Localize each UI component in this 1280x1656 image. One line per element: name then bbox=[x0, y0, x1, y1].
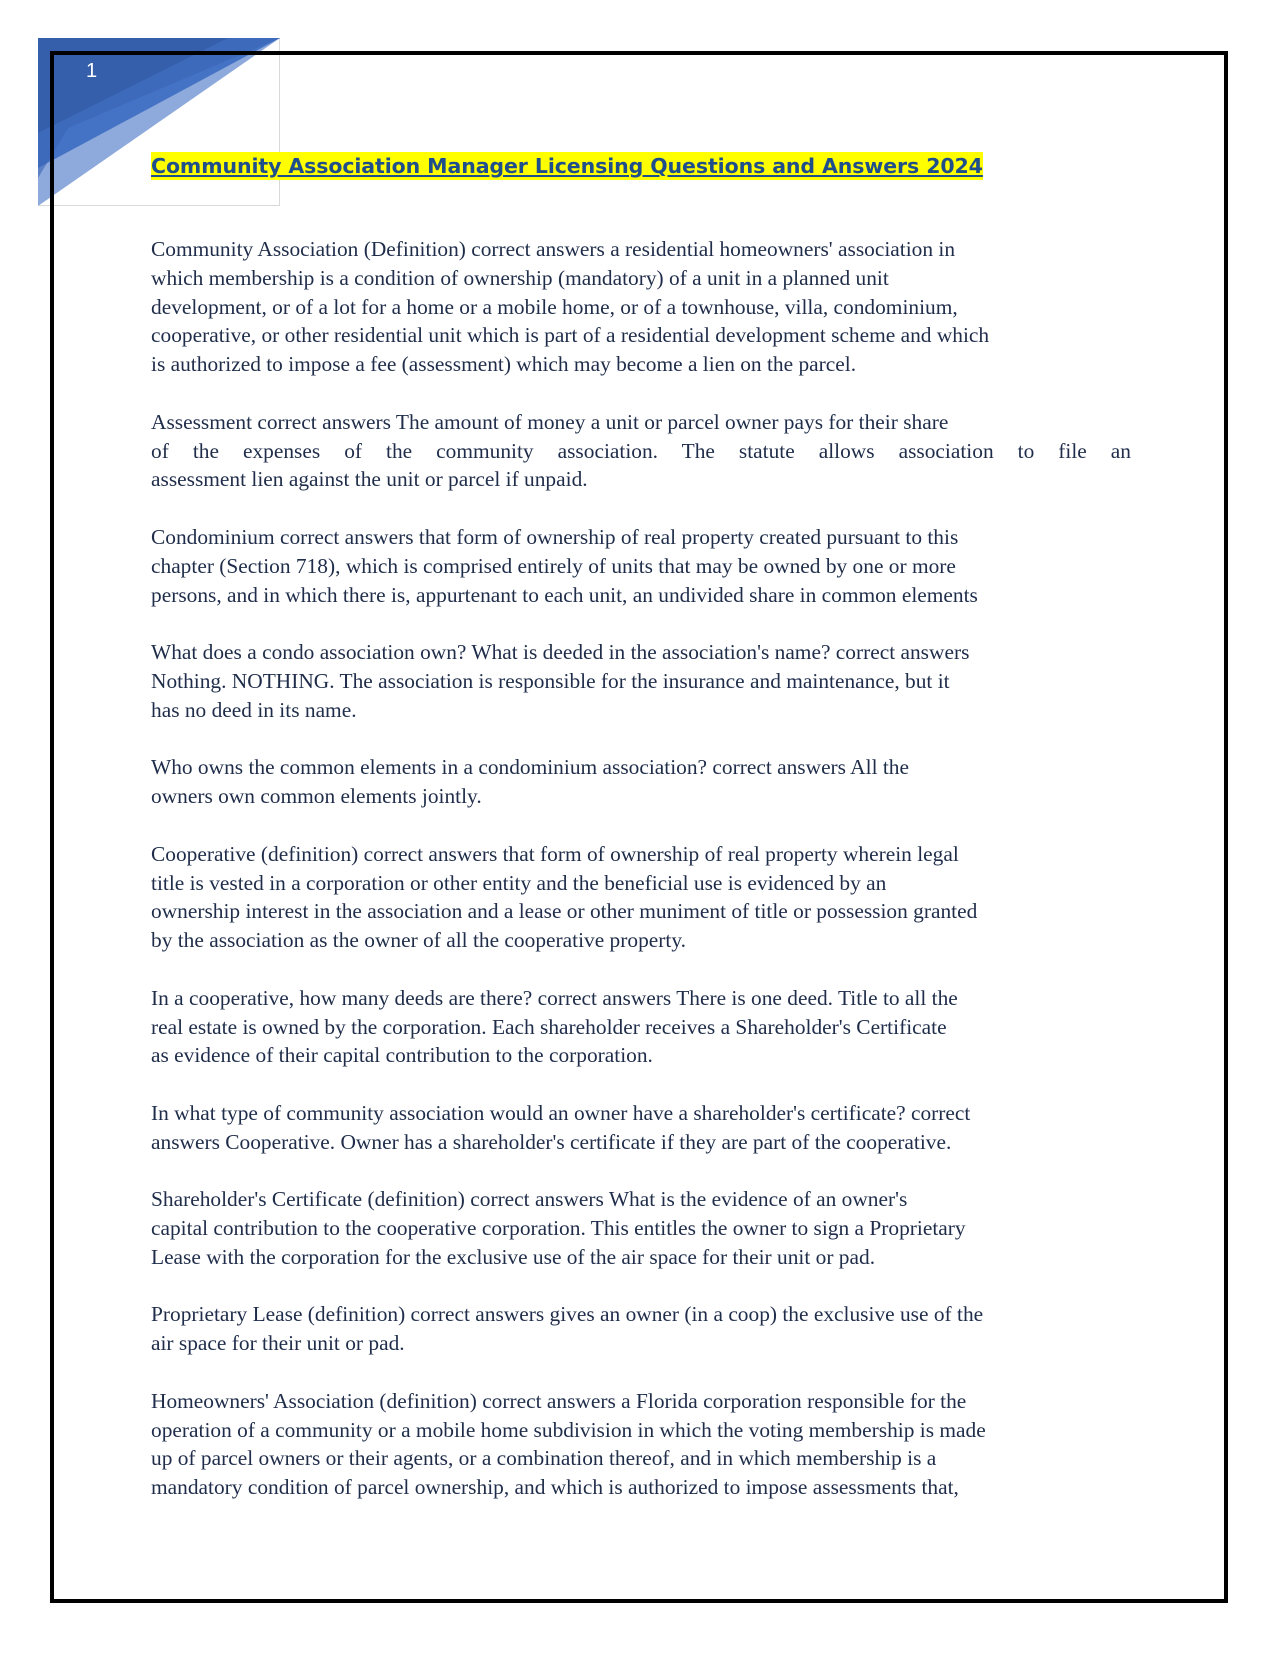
text-line: real estate is owned by the corporation. Each shareholder receives a Shareholder's Certificate bbox=[151, 1014, 947, 1039]
text-line: In what type of community association would an owner have a shareholder's certificate? correct bbox=[151, 1100, 971, 1125]
qa-entry bbox=[151, 753, 1131, 811]
qa-entry bbox=[151, 1099, 1131, 1157]
qa-entry bbox=[151, 235, 1131, 379]
text-line: Shareholder's Certificate (definition) correct answers What is the evidence of an owner's bbox=[151, 1187, 908, 1212]
text-line: owners own common elements jointly. bbox=[151, 784, 482, 809]
page-number: 1 bbox=[86, 60, 98, 82]
document-title: Community Association Manager Licensing Questions and Answers 2024 bbox=[151, 154, 983, 178]
qa-entry bbox=[151, 984, 1131, 1070]
text-line: ownership interest in the association and a lease or other muniment of title or possession granted bbox=[151, 899, 978, 924]
text-line: is authorized to impose a fee (assessment) which may become a lien on the parcel. bbox=[151, 352, 857, 377]
text-line: as evidence of their capital contribution to the corporation. bbox=[151, 1043, 653, 1068]
text-line: up of parcel owners or their agents, or a combination thereof, and in which membership is a bbox=[151, 1446, 937, 1471]
text-line: answers Cooperative. Owner has a shareholder's certificate if they are part of the cooperative. bbox=[151, 1129, 952, 1154]
text-line: title is vested in a corporation or other entity and the beneficial use is evidenced by an bbox=[151, 870, 887, 895]
qa-entry bbox=[151, 523, 1131, 609]
qa-entry bbox=[151, 1387, 1131, 1502]
qa-entry bbox=[151, 840, 1131, 955]
qa-entry bbox=[151, 408, 1131, 494]
text-line: Condominium correct answers that form of ownership of real property created pursuant to this bbox=[151, 524, 959, 549]
text-line: which membership is a condition of ownership (mandatory) of a unit in a planned unit bbox=[151, 265, 889, 290]
text-line: by the association as the owner of all the cooperative property. bbox=[151, 928, 686, 953]
text-line: Homeowners' Association (definition) correct answers a Florida corporation responsible for the bbox=[151, 1388, 967, 1413]
text-line: Community Association (Definition) correct answers a residential homeowners' association in bbox=[151, 237, 956, 261]
text-line: Lease with the corporation for the exclusive use of the air space for their unit or pad. bbox=[151, 1244, 876, 1269]
qa-entry bbox=[151, 638, 1131, 724]
text-line: Who owns the common elements in a condominium association? correct answers All the bbox=[151, 755, 909, 780]
text-line: Assessment correct answers The amount of money a unit or parcel owner pays for their share bbox=[151, 409, 949, 434]
text-line: Cooperative (definition) correct answers that form of ownership of real property wherein legal bbox=[151, 841, 959, 866]
text-line: chapter (Section 718), which is comprised entirely of units that may be owned by one or more bbox=[151, 553, 956, 578]
text-line: In a cooperative, how many deeds are there? correct answers There is one deed. Title to all the bbox=[151, 985, 958, 1010]
text-line: cooperative, or other residential unit which is part of a residential development scheme and which bbox=[151, 323, 990, 348]
qa-entry bbox=[151, 1185, 1131, 1271]
text-line: persons, and in which there is, appurtenant to each unit, an undivided share in common elements bbox=[151, 582, 978, 607]
text-line: Nothing. NOTHING. The association is responsible for the insurance and maintenance, but it bbox=[151, 668, 950, 693]
qa-entry bbox=[151, 1300, 1131, 1358]
text-line: What does a condo association own? What is deeded in the association's name? correct answers bbox=[151, 640, 970, 665]
text-line: operation of a community or a mobile home subdivision in which the voting membership is made bbox=[151, 1417, 986, 1442]
text-line: has no deed in its name. bbox=[151, 697, 357, 722]
text-line: capital contribution to the cooperative corporation. This entitles the owner to sign a Proprietary bbox=[151, 1216, 966, 1241]
text-line: air space for their unit or pad. bbox=[151, 1331, 405, 1356]
text-line: of the expenses of the community association. The statute allows association to file an bbox=[151, 438, 1131, 463]
text-line: Proprietary Lease (definition) correct answers gives an owner (in a coop) the exclusive use of the bbox=[151, 1302, 984, 1327]
text-line: mandatory condition of parcel ownership, and which is authorized to impose assessments that, bbox=[151, 1475, 959, 1500]
text-line: development, or of a lot for a home or a mobile home, or of a townhouse, villa, condominium, bbox=[151, 294, 958, 319]
text-line: assessment lien against the unit or parcel if unpaid. bbox=[151, 467, 588, 492]
qa-content bbox=[151, 235, 1131, 1531]
